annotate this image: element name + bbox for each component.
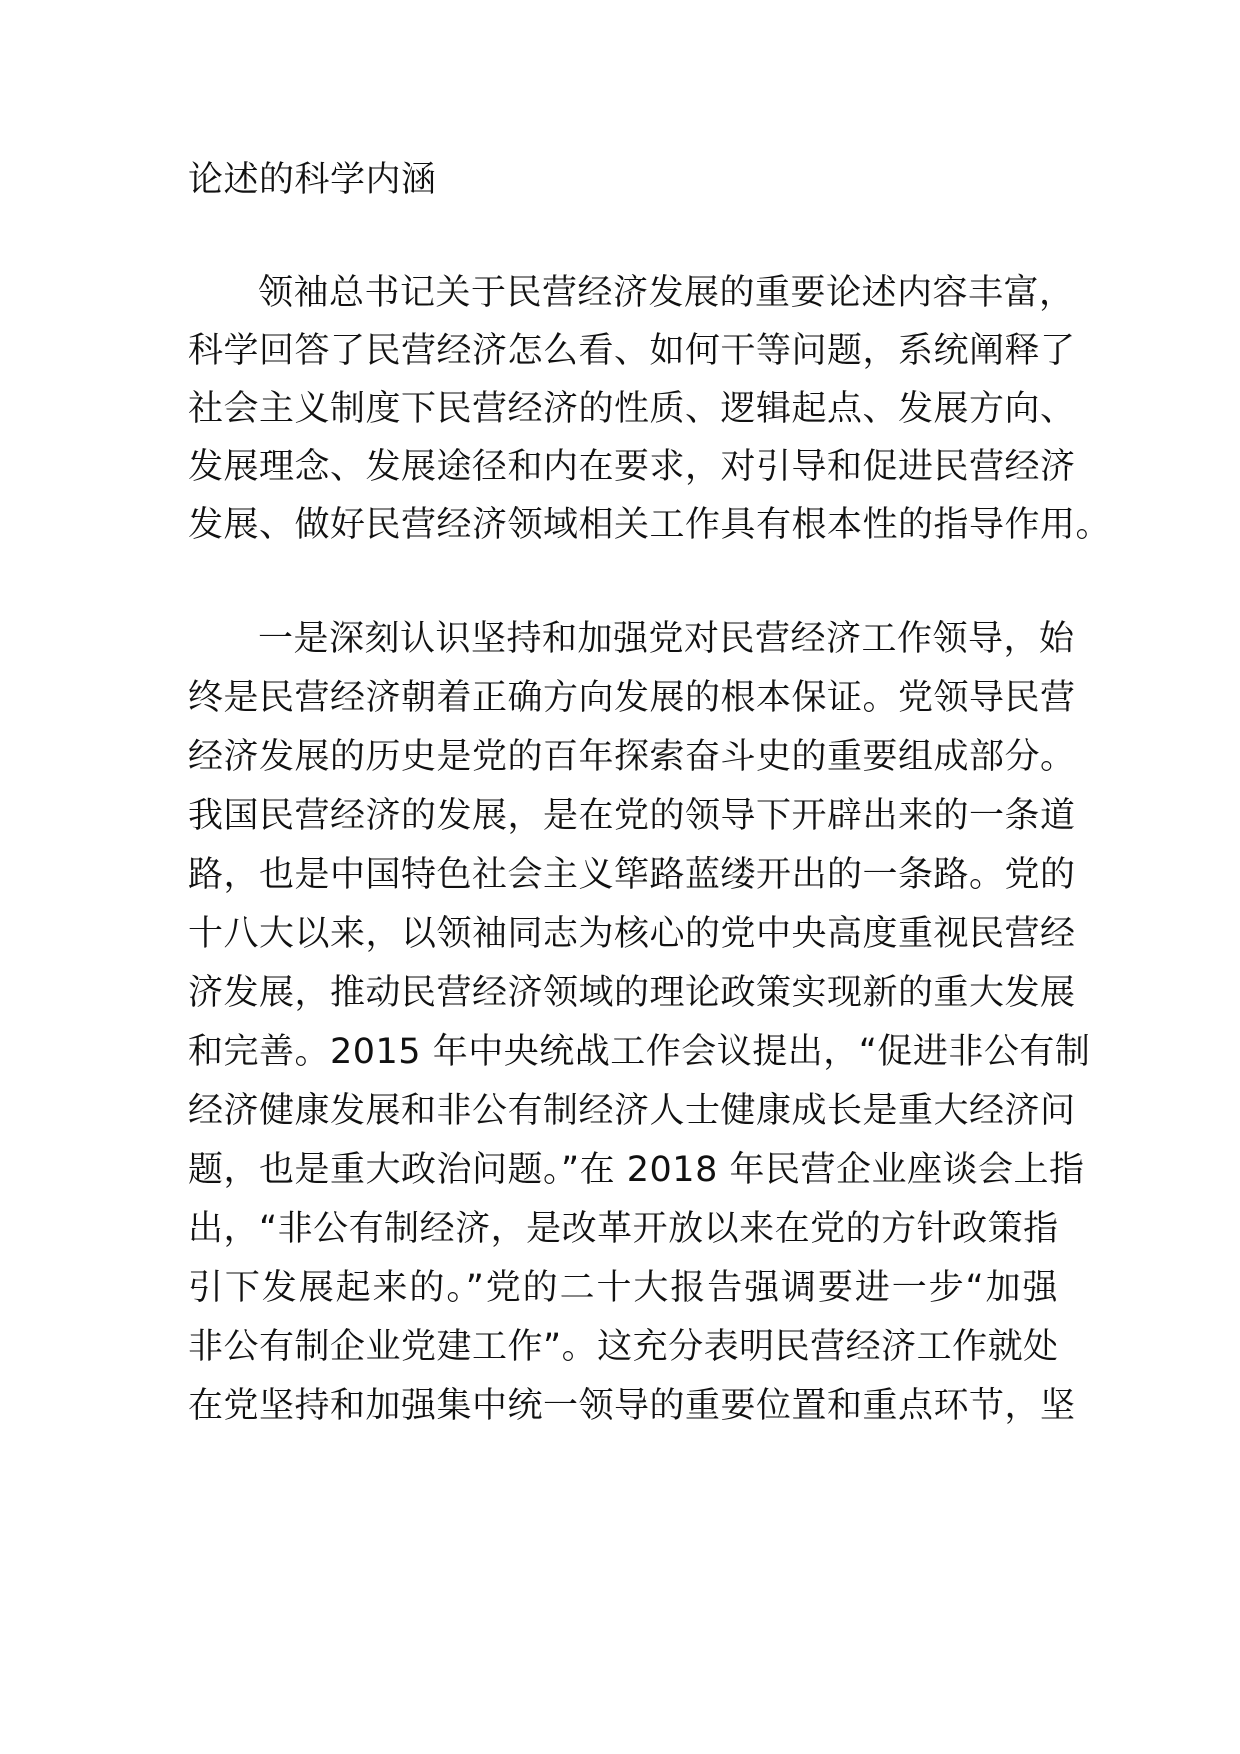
paragraph-2-line-9: 经济健康发展和非公有制经济人士健康成长是重大经济问 [188,1091,1076,1131]
paragraph-1-line-1: 领袖总书记关于民营经济发展的重要论述内容丰富， [258,273,1075,313]
paragraph-2-line-13: 非公有制企业党建工作”。这充分表明民营经济工作就处 [188,1327,1059,1367]
paragraph-2-line-7: 济发展，推动民营经济领域的理论政策实现新的重大发展 [188,973,1076,1013]
paragraph-2-line-8: 和完善。2015 年中央统战工作会议提出，“促进非公有制 [188,1032,1091,1072]
paragraph-2-line-1: 一是深刻认识坚持和加强党对民营经济工作领导，始 [258,619,1075,659]
paragraph-2-line-14: 在党坚持和加强集中统一领导的重要位置和重点环节，坚 [188,1386,1076,1426]
paragraph-2-line-11: 出，“非公有制经济，是改革开放以来在党的方针政策指 [188,1209,1059,1249]
paragraph-2-line-4: 我国民营经济的发展，是在党的领导下开辟出来的一条道 [188,796,1076,836]
section-heading-fragment: 论述的科学内涵 [188,160,437,200]
paragraph-1-line-3: 社会主义制度下民营经济的性质、逻辑起点、发展方向、 [188,389,1076,429]
paragraph-2-line-12: 引下发展起来的。”党的二十大报告强调要进一步“加强 [188,1268,1058,1308]
paragraph-1-line-5: 发展、做好民营经济领域相关工作具有根本性的指导作用。 [188,505,1112,545]
paragraph-2-line-3: 经济发展的历史是党的百年探索奋斗史的重要组成部分。 [188,737,1076,777]
paragraph-2-line-5: 路，也是中国特色社会主义筚路蓝缕开出的一条路。党的 [188,855,1076,895]
paragraph-2-line-2: 终是民营经济朝着正确方向发展的根本保证。党领导民营 [188,678,1076,718]
paragraph-2-line-6: 十八大以来，以领袖同志为核心的党中央高度重视民营经 [188,914,1076,954]
paragraph-2-line-10: 题，也是重大政治问题。”在 2018 年民营企业座谈会上指 [188,1150,1085,1190]
paragraph-1-line-2: 科学回答了民营经济怎么看、如何干等问题，系统阐释了 [188,331,1076,371]
paragraph-1-line-4: 发展理念、发展途径和内在要求，对引导和促进民营经济 [188,447,1076,487]
